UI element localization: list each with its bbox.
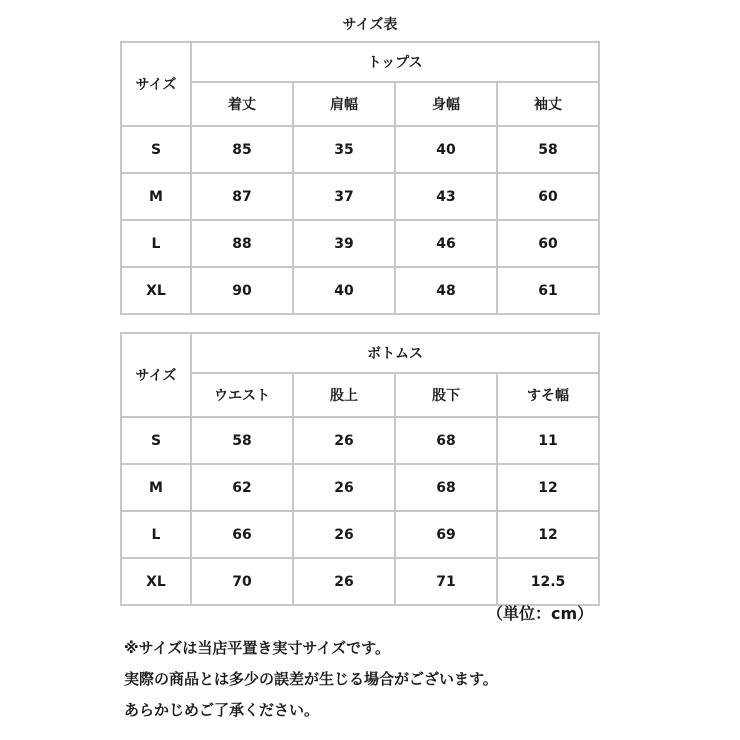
note-line: あらかじめご了承ください。 (124, 701, 320, 719)
value-cell: 40 (293, 267, 395, 314)
notes (124, 633, 498, 726)
column-header: 身幅 (395, 82, 497, 126)
column-header: 股上 (293, 373, 395, 417)
table-row (121, 173, 599, 220)
value-cell: 40 (395, 126, 497, 173)
value-cell: 88 (191, 220, 293, 267)
column-header: 着丈 (191, 82, 293, 126)
note-line: 実際の商品とは多少の誤差が生じる場合がございます。 (124, 670, 498, 688)
size-cell: S (121, 417, 191, 464)
size-cell: L (121, 220, 191, 267)
table-row (121, 464, 599, 511)
table-row (121, 220, 599, 267)
value-cell: 12 (497, 464, 599, 511)
value-cell: 66 (191, 511, 293, 558)
table-row (121, 511, 599, 558)
group-header: トップス (191, 42, 599, 82)
value-cell: 71 (395, 558, 497, 605)
tops-size-table (120, 41, 600, 315)
value-cell: 26 (293, 558, 395, 605)
value-cell: 62 (191, 464, 293, 511)
column-header: すそ幅 (497, 373, 599, 417)
size-cell: XL (121, 267, 191, 314)
size-header: サイズ (121, 333, 191, 417)
bottoms-size-table (120, 332, 600, 606)
value-cell: 26 (293, 417, 395, 464)
value-cell: 87 (191, 173, 293, 220)
value-cell: 70 (191, 558, 293, 605)
value-cell: 26 (293, 511, 395, 558)
value-cell: 11 (497, 417, 599, 464)
table-row (121, 126, 599, 173)
note-line: ※サイズは当店平置き実寸サイズです。 (124, 639, 390, 657)
value-cell: 61 (497, 267, 599, 314)
table-row (121, 558, 599, 605)
value-cell: 12.5 (497, 558, 599, 605)
value-cell: 68 (395, 417, 497, 464)
value-cell: 85 (191, 126, 293, 173)
value-cell: 35 (293, 126, 395, 173)
value-cell: 58 (191, 417, 293, 464)
column-header: 肩幅 (293, 82, 395, 126)
column-header: 袖丈 (497, 82, 599, 126)
size-cell: M (121, 173, 191, 220)
size-cell: L (121, 511, 191, 558)
page-title: サイズ表 (342, 17, 398, 33)
size-cell: S (121, 126, 191, 173)
value-cell: 48 (395, 267, 497, 314)
value-cell: 43 (395, 173, 497, 220)
value-cell: 12 (497, 511, 599, 558)
value-cell: 90 (191, 267, 293, 314)
value-cell: 37 (293, 173, 395, 220)
value-cell: 60 (497, 220, 599, 267)
group-header: ボトムス (191, 333, 599, 373)
size-header: サイズ (121, 42, 191, 126)
size-cell: M (121, 464, 191, 511)
value-cell: 46 (395, 220, 497, 267)
unit-note: （単位：cm） (487, 604, 594, 623)
value-cell: 68 (395, 464, 497, 511)
size-cell: XL (121, 558, 191, 605)
column-header: 股下 (395, 373, 497, 417)
table-row (121, 267, 599, 314)
table-row (121, 417, 599, 464)
column-header: ウエスト (191, 373, 293, 417)
value-cell: 58 (497, 126, 599, 173)
value-cell: 39 (293, 220, 395, 267)
value-cell: 60 (497, 173, 599, 220)
value-cell: 26 (293, 464, 395, 511)
value-cell: 69 (395, 511, 497, 558)
